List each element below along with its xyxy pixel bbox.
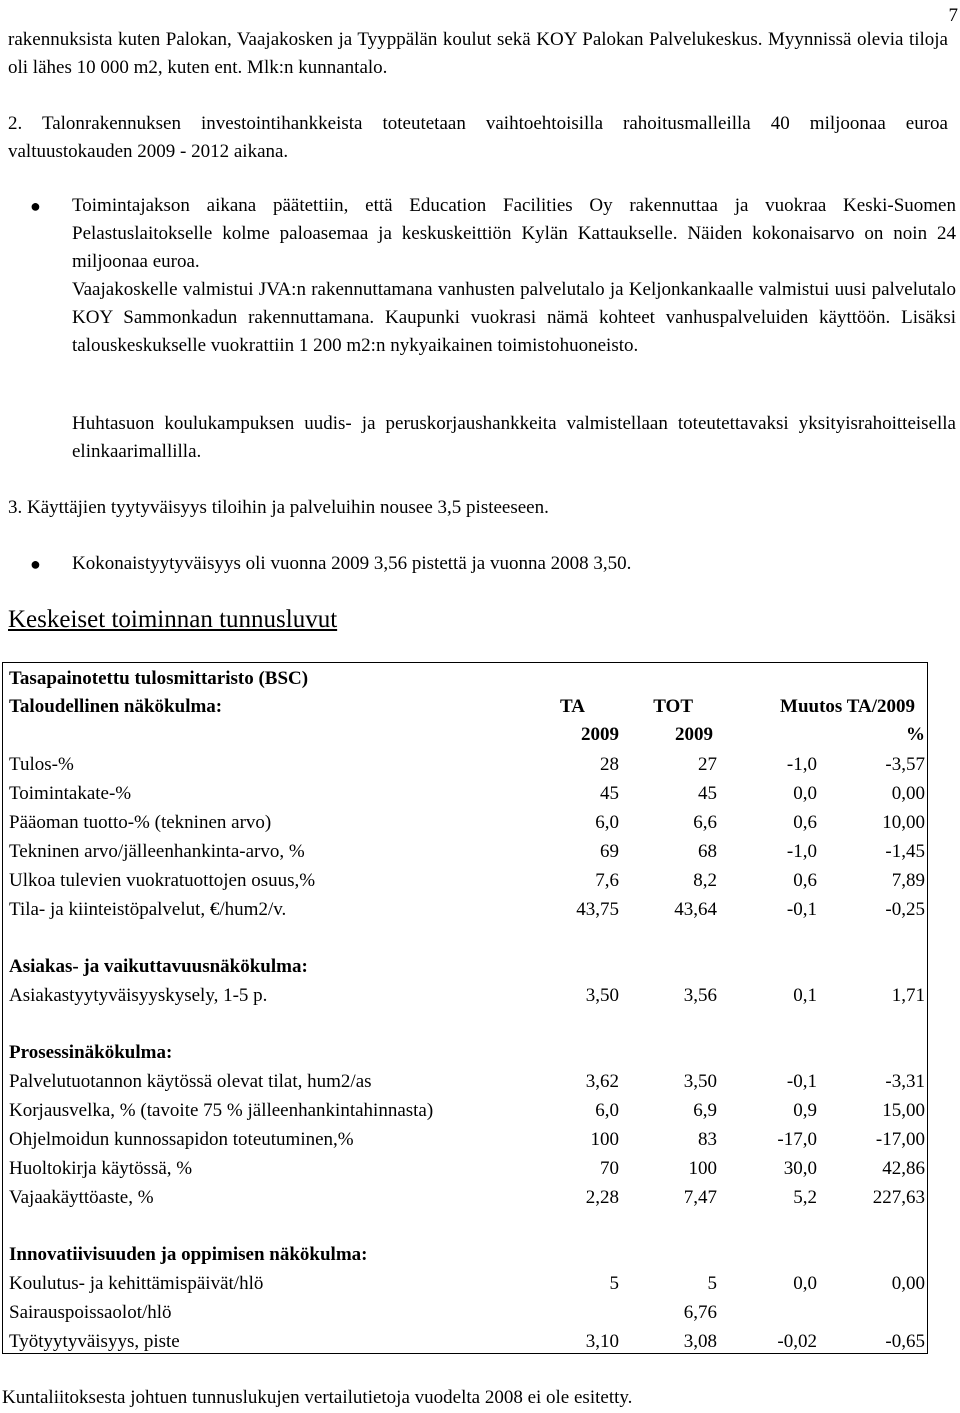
bsc-title: Tasapainotettu tulosmittaristo (BSC)	[9, 668, 309, 689]
value-change: 0,6	[793, 812, 817, 833]
value-change-percent: 42,86	[882, 1158, 925, 1179]
value-change-percent: 15,00	[882, 1100, 925, 1121]
bullet-1-continuation: Vaajakoskelle valmistui JVA:n rakennuttamana vanhusten palvelutalo ja Keljonkankaalle valmistui uusi palvelutalo KOY Sammonkadun rakennuttamana. Kaupunki vuokrasi nämä kohteet vanhuspalveluiden käyttöön. Lisäksi talouskeskukselle vuokrattiin 1 200 m2:n nykyaikainen toimistohuoneisto.	[72, 279, 956, 356]
row-label: Asiakastyytyväisyyskysely, 1-5 p.	[9, 985, 268, 1006]
table-row	[9, 838, 925, 866]
process-heading: Prosessinäkökulma:	[9, 1042, 173, 1063]
process-heading-row	[9, 1039, 925, 1067]
table-row	[9, 809, 925, 837]
value-change-percent: 0,00	[891, 1273, 925, 1294]
value-tot-2009: 5	[707, 1273, 717, 1294]
value-change: 0,0	[793, 1273, 817, 1294]
bsc-header-row-2	[9, 721, 925, 749]
value-ta-2009: 69	[600, 841, 619, 862]
value-ta-2009: 2,28	[585, 1187, 619, 1208]
row-label: Huoltokirja käytössä, %	[9, 1158, 193, 1179]
value-tot-2009: 45	[698, 783, 717, 804]
col-ta-header: TA	[560, 696, 585, 717]
table-row	[9, 1299, 925, 1327]
value-change: 0,6	[793, 870, 817, 891]
innovation-heading: Innovatiivisuuden ja oppimisen näkökulma:	[9, 1244, 368, 1265]
table-row	[9, 1270, 925, 1298]
value-change: -0,1	[786, 1071, 817, 1092]
row-label: Tulos-%	[9, 754, 74, 775]
customer-heading: Asiakas- ja vaikuttavuusnäkökulma:	[9, 956, 308, 977]
value-ta-2009: 5	[609, 1273, 619, 1294]
row-label: Palvelutuotannon käytössä olevat tilat, hum2/as	[9, 1071, 372, 1092]
table-row	[9, 1184, 925, 1212]
row-label: Koulutus- ja kehittämispäivät/hlö	[9, 1273, 264, 1294]
value-change-percent: -0,25	[885, 899, 925, 920]
table-row	[9, 751, 925, 779]
value-change-percent: -3,57	[885, 754, 925, 775]
row-label: Pääoman tuotto-% (tekninen arvo)	[9, 812, 272, 833]
bsc-table	[2, 662, 928, 1354]
table-row	[9, 896, 925, 924]
bsc-header-row	[9, 693, 925, 721]
value-ta-2009: 7,6	[595, 870, 619, 891]
value-change: 0,0	[793, 783, 817, 804]
value-change-percent: -1,45	[885, 841, 925, 862]
value-change: 0,9	[793, 1100, 817, 1121]
bsc-title-row	[9, 665, 925, 693]
value-change: 0,1	[793, 985, 817, 1006]
value-change-percent: -0,65	[885, 1331, 925, 1352]
col-change-header: Muutos TA/2009	[780, 696, 915, 717]
row-label: Tekninen arvo/jälleenhankinta-arvo, %	[9, 841, 305, 862]
value-ta-2009: 70	[600, 1158, 619, 1179]
col-tot-header: TOT	[653, 696, 693, 717]
value-change-percent: -17,00	[875, 1129, 925, 1150]
value-change-percent: -3,31	[885, 1071, 925, 1092]
value-tot-2009: 83	[698, 1129, 717, 1150]
table-row	[9, 1155, 925, 1183]
row-label: Korjausvelka, % (tavoite 75 % jälleenhankintahinnasta)	[9, 1100, 434, 1121]
bullet-marker: ●	[30, 196, 41, 216]
value-ta-2009: 45	[600, 783, 619, 804]
table-row	[9, 1126, 925, 1154]
footer-note: Kuntaliitoksesta johtuen tunnuslukujen vertailutietoja vuodelta 2008 ei ole esitetty.	[2, 1387, 633, 1408]
value-change-percent: 1,71	[891, 985, 925, 1006]
bullet-1-text: Toimintajakson aikana päätettiin, että Education Facilities Oy rakennuttaa ja vuokraa Keski-Suomen Pelastuslaitokselle kolme paloasemaa ja keskuskeittiön Kylän Kattaukselle. Näiden kokonaisarvo on noin 24 miljoonaa euroa.	[72, 195, 956, 272]
value-ta-2009: 6,0	[595, 812, 619, 833]
bullet-1-paragraph-2: Huhtasuon koulukampuksen uudis- ja peruskorjaushankkeita valmistellaan toteutettavaksi yksityisrahoitteisella elinkaarimallilla.	[72, 413, 956, 462]
value-tot-2009: 6,6	[693, 812, 717, 833]
section-heading: Keskeiset toiminnan tunnusluvut	[8, 606, 338, 633]
row-label: Tila- ja kiinteistöpalvelut, €/hum2/v.	[9, 899, 287, 920]
paragraph-1: rakennuksista kuten Palokan, Vaajakosken ja Tyyppälän koulut sekä KOY Palokan Palvelukeskus. Myynnissä olevia tiloja oli lähes 10 000 m2, kuten ent. Mlk:n kunnantalo.	[8, 29, 948, 78]
col-tot-year: 2009	[675, 724, 713, 745]
row-label: Ulkoa tulevien vuokratuottojen osuus,%	[9, 870, 316, 891]
value-change: -1,0	[786, 754, 817, 775]
value-tot-2009: 27	[698, 754, 717, 775]
table-row	[9, 1068, 925, 1096]
value-change-percent: 7,89	[891, 870, 925, 891]
value-ta-2009: 3,10	[585, 1331, 619, 1352]
value-tot-2009: 68	[698, 841, 717, 862]
value-ta-2009: 3,50	[585, 985, 619, 1006]
value-ta-2009: 100	[590, 1129, 619, 1150]
row-label: Toimintakate-%	[9, 783, 132, 804]
row-label: Työtyytyväisyys, piste	[9, 1331, 180, 1352]
value-tot-2009: 6,9	[693, 1100, 717, 1121]
page-number: 7	[948, 5, 958, 26]
table-row	[9, 1328, 925, 1356]
value-ta-2009: 43,75	[576, 899, 619, 920]
col-ta-year: 2009	[581, 724, 619, 745]
table-row	[9, 780, 925, 808]
value-change: -17,0	[777, 1129, 817, 1150]
value-ta-2009: 28	[600, 754, 619, 775]
innovation-heading-row	[9, 1241, 925, 1269]
value-change: -0,02	[777, 1331, 817, 1352]
paragraph-3: 3. Käyttäjien tyytyväisyys tiloihin ja palveluihin nousee 3,5 pisteeseen.	[8, 497, 549, 518]
value-change: 5,2	[793, 1187, 817, 1208]
table-row	[9, 982, 925, 1010]
value-ta-2009: 3,62	[585, 1071, 619, 1092]
customer-heading-row	[9, 953, 925, 981]
row-label: Vajaakäyttöaste, %	[9, 1187, 154, 1208]
table-row	[9, 867, 925, 895]
value-change-percent: 10,00	[882, 812, 925, 833]
financial-heading: Taloudellinen näkökulma:	[9, 696, 223, 717]
value-change: -1,0	[786, 841, 817, 862]
value-tot-2009: 3,56	[683, 985, 717, 1006]
value-change: 30,0	[783, 1158, 817, 1179]
bullet-2-text: Kokonaistyytyväisyys oli vuonna 2009 3,56 pistettä ja vuonna 2008 3,50.	[72, 553, 632, 574]
value-change: -0,1	[786, 899, 817, 920]
value-tot-2009: 3,08	[683, 1331, 717, 1352]
value-tot-2009: 3,50	[683, 1071, 717, 1092]
value-ta-2009: 6,0	[595, 1100, 619, 1121]
value-tot-2009: 100	[688, 1158, 717, 1179]
value-tot-2009: 6,76	[683, 1302, 717, 1323]
value-change-percent: 0,00	[891, 783, 925, 804]
value-tot-2009: 7,47	[683, 1187, 717, 1208]
row-label: Sairauspoissaolot/hlö	[9, 1302, 172, 1323]
col-percent-unit: %	[906, 724, 925, 745]
value-tot-2009: 8,2	[693, 870, 717, 891]
value-change-percent: 227,63	[872, 1187, 925, 1208]
paragraph-2: 2. Talonrakennuksen investointihankkeista toteutetaan vaihtoehtoisilla rahoitusmalleilla 40 miljoonaa euroa valtuustokauden 2009 - 2012 aikana.	[8, 113, 948, 162]
value-tot-2009: 43,64	[674, 899, 717, 920]
row-label: Ohjelmoidun kunnossapidon toteutuminen,%	[9, 1129, 354, 1150]
bullet-marker: ●	[30, 554, 41, 574]
table-row	[9, 1097, 925, 1125]
